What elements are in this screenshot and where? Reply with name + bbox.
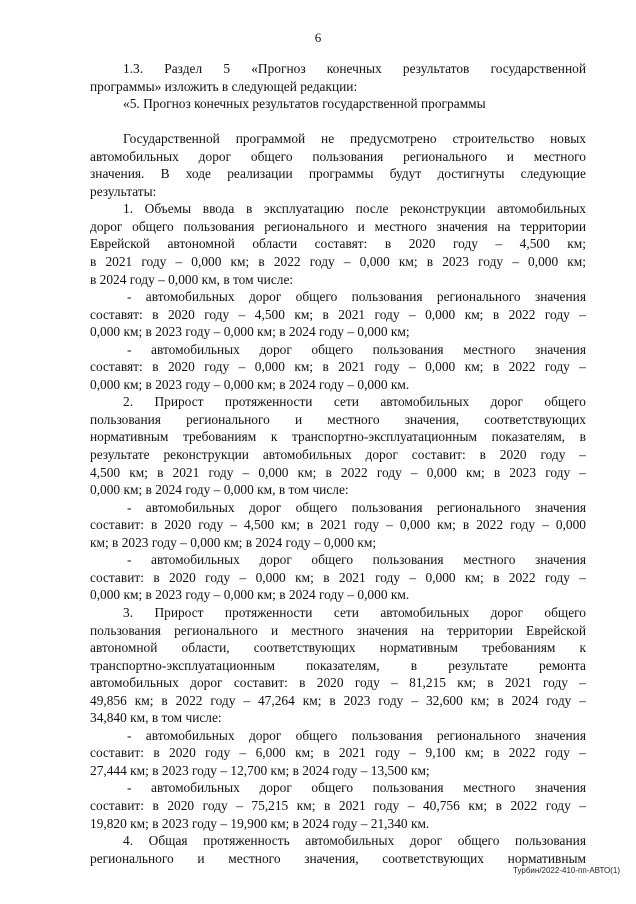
text-line: в 2021 году – 0,000 км; в 2022 году – 0,000 км; в 2023 году – 0,000 км;: [90, 254, 586, 270]
text-line: - автомобильных дорог общего пользования регионального значения: [127, 727, 586, 743]
text-line: 34,840 км, в том числе:: [90, 710, 222, 726]
text-line: Государственной программой не предусмотрено строительство новых: [123, 131, 586, 147]
text-line: составят: в 2020 году – 4,500 км; в 2021 году – 0,000 км; в 2022 году –: [90, 306, 586, 322]
blank-line: [90, 113, 586, 131]
text-line: - автомобильных дорог общего пользования местного значения: [127, 341, 586, 357]
text-line: в 2024 году – 0,000 км, в том числе:: [90, 271, 294, 287]
text-line: 4. Общая протяженность автомобильных дорог общего пользования: [123, 833, 586, 849]
text-line: 0,000 км; в 2023 году – 0,000 км; в 2024 году – 0,000 км.: [90, 587, 410, 603]
text-line: 0,000 км; в 2023 году – 0,000 км; в 2024 году – 0,000 км.: [90, 376, 410, 392]
text-line: 2. Прирост протяженности сети автомобильных дорог общего: [123, 394, 586, 410]
text-line: 1. Объемы ввода в эксплуатацию после реконструкции автомобильных: [123, 201, 586, 217]
text-line: автомобильных дорог общего пользования регионального и местного: [90, 148, 586, 164]
text-line: 19,820 км; в 2023 году – 19,900 км; в 2024 году – 21,340 км.: [90, 815, 430, 831]
text-line: пользования регионального и местного значения, соответствующих: [90, 411, 586, 427]
text-line: - автомобильных дорог общего пользования регионального значения: [127, 499, 586, 515]
section-heading: «5. Прогноз конечных результатов государственной программы: [123, 96, 486, 112]
text-line: - автомобильных дорог общего пользования регионального значения: [127, 289, 586, 305]
text-line: автономной области, соответствующих нормативным требованиям к: [90, 640, 586, 656]
text-line: результате реконструкции автомобильных дорог составит: в 2020 году –: [90, 447, 586, 463]
text-line: 4,500 км; в 2021 году – 0,000 км; в 2022 году – 0,000 км; в 2023 году –: [90, 464, 586, 480]
text-line: 0,000 км; в 2024 году – 0,000 км, в том числе:: [90, 482, 349, 498]
text-line: Еврейской автономной области составят: в 2020 году – 4,500 км;: [90, 236, 586, 252]
document-code: Турбин/2022-410-пп-АВТО(1): [513, 866, 620, 875]
text-line: составит: в 2020 году – 0,000 км; в 2021 году – 0,000 км; в 2022 году –: [90, 569, 586, 585]
text-line: регионального и местного значения, соответствующих нормативным: [90, 850, 586, 866]
text-line: составят: в 2020 году – 0,000 км; в 2021 году – 0,000 км; в 2022 году –: [90, 359, 586, 375]
document-body: [90, 60, 586, 867]
page-number: 6: [314, 30, 322, 45]
text-line: км; в 2023 году – 0,000 км; в 2024 году – 0,000 км;: [90, 534, 377, 550]
text-line: 1.3. Раздел 5 «Прогноз конечных результатов государственной: [123, 61, 586, 76]
text-line: транспортно-эксплуатационным показателям, в результате ремонта: [90, 657, 586, 673]
text-line: значения. В ходе реализации программы будут достигнуты следующие: [90, 166, 586, 182]
text-line: составит: в 2020 году – 4,500 км; в 2021 году – 0,000 км; в 2022 году – 0,000: [90, 517, 586, 533]
text-line: - автомобильных дорог общего пользования местного значения: [127, 552, 586, 568]
text-line: нормативным требованиям к транспортно-эксплуатационным показателям, в: [90, 429, 586, 445]
text-line: пользования регионального и местного значения на территории Еврейской: [90, 622, 586, 638]
text-line: 49,856 км; в 2022 году – 47,264 км; в 2023 году – 32,600 км; в 2024 году –: [90, 692, 586, 708]
text-line: 27,444 км; в 2023 году – 12,700 км; в 2024 году – 13,500 км;: [90, 762, 430, 778]
text-line: - автомобильных дорог общего пользования местного значения: [127, 780, 586, 796]
text-line: результаты:: [90, 183, 157, 199]
text-line: 3. Прирост протяженности сети автомобильных дорог общего: [123, 604, 586, 620]
text-line: автомобильных дорог составит: в 2020 году – 81,215 км; в 2021 году –: [90, 675, 586, 691]
text-line: составит: в 2020 году – 75,215 км; в 2021 году – 40,756 км; в 2022 году –: [90, 797, 586, 813]
text-line: 0,000 км; в 2023 году – 0,000 км; в 2024 году – 0,000 км;: [90, 324, 410, 340]
text-line: составит: в 2020 году – 6,000 км; в 2021 году – 9,100 км; в 2022 году –: [90, 745, 586, 761]
text-line: дорог общего пользования регионального и местного значения на территории: [90, 218, 586, 234]
text-line: программы» изложить в следующей редакции:: [90, 78, 358, 94]
